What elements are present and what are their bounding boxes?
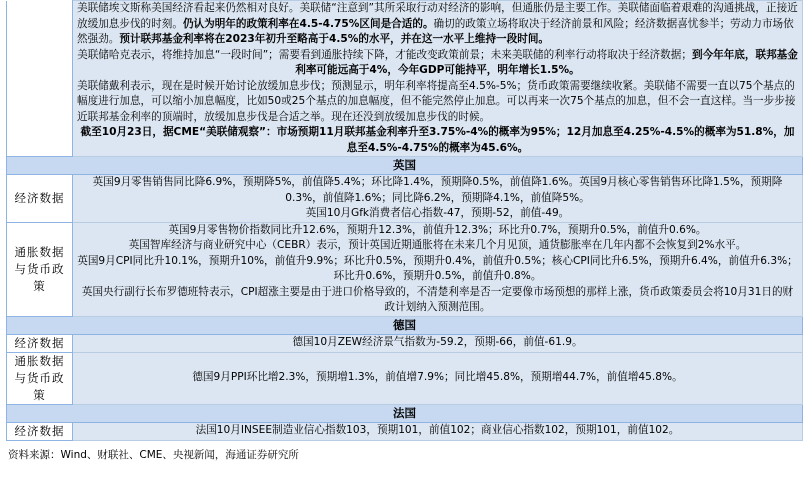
uk-inflation-row — [7, 222, 803, 316]
us-para-1 — [77, 1, 798, 48]
macro-news-table — [6, 0, 803, 441]
uk-boe-broadbent: 英国央行副行长布罗德班特表示，CPI超涨主要是由于进口价格导致的，不清楚利率是否一定要像市场预想的那样上涨，货币政策委员会将10月31日的财政计划纳入预测范围。 — [81, 285, 794, 313]
fr-econ-cell: 法国10月INSEE制造业信心指数103，预期101，前值102；商业信心指数102，预期101，前值102。 — [73, 422, 803, 440]
de-section-row — [7, 316, 803, 334]
section-title-fr: 法国 — [7, 404, 803, 422]
section-title-de: 德国 — [7, 316, 803, 334]
uk-econ-row — [7, 175, 803, 223]
uk-inflation-cell — [73, 222, 803, 316]
uk-rpi: 英国9月零售物价指数同比升12.6%，预期升12.3%，前值升12.3%；环比升0.7%，预期升0.5%，前值升0.6%。 — [168, 223, 707, 236]
row-label-inflation: 通胀数据与货币政策 — [7, 352, 73, 404]
uk-section-row — [7, 157, 803, 175]
evans-text-d: 预计联邦基金利率将在2023年初升至略高于4.5%的水平，并在这一水平上维持一段时间。 — [119, 33, 550, 45]
uk-econ-cell — [73, 175, 803, 223]
evans-text-b: 仍认为明年的政策利率在4.5-4.75%区间是合适的。 — [182, 17, 434, 30]
evans-text-c: 确切的政策立场将取决于经济前景和风险；经济数据喜忧参半；劳动力市场依然强劲。 — [77, 17, 794, 45]
harker-text-a: 美联储哈克表示，将维持加息“一段时间”；需要看到通胀持续下降，才能改变政策前景；未来美联储的利率行动将取决于经济数据； — [77, 48, 692, 61]
row-label-econ: 经济数据 — [7, 334, 73, 352]
de-econ-row — [7, 334, 803, 352]
harker-text-b: 到今年年底，联邦基金利率可能远高于4%，今年GDP可能持平，明年增长1.5%。 — [295, 48, 798, 76]
row-label-econ: 经济数据 — [7, 422, 73, 440]
section-title-uk: 英国 — [7, 157, 803, 175]
uk-cebr: 英国智库经济与商业研究中心（CEBR）表示，预计英国近期通胀将在未来几个月见顶，通货膨胀率在几年内都不会恢复到2%水平。 — [128, 239, 747, 251]
de-econ-cell: 德国10月ZEW经济景气指数为-59.2，预期-66，前值-61.9。 — [73, 334, 803, 352]
row-label-inflation: 通胀数据与货币政策 — [7, 222, 73, 316]
us-para-4-cme: 截至10月23日，据CME“美联储观察”：市场预期11月联邦基金利率升至3.75%-4%的概率为95%；12月加息至4.25%-4.5%的概率为51.8%，加息至4.5%-4.75%的概率为45.6%。 — [80, 126, 795, 154]
uk-gfk-confidence: 英国10月Gfk消费者信心指数-47，预期-52，前值-49。 — [305, 207, 570, 219]
evans-text-a: 美联储埃文斯称美国经济看起来仍然相对良好。美联储“注意到”其所采取行动对经济的影响，但通胀仍是主要工作。美联储面临着艰难的沟通挑战，正接近放缓加息步伐的时刻。 — [77, 2, 798, 30]
row-label-econ: 经济数据 — [7, 175, 73, 223]
us-para-3: 美联储戴利表示，现在是时候开始讨论放缓加息步伐；预测显示，明年利率将提高至4.5%-5%；货币政策需要继续收紧。美联储不需要一直以75个基点的幅度进行加息，可以缩小加息幅度，比如50或25个基点的加息幅度，但不能完然停止加息。可以再来一次75个基点的加息，但不会一直这样。当一步步接近联邦基金利率的顶端时，放缓加息步伐是合适之举。现在还没到放缓加息步伐的时候。 — [77, 79, 796, 123]
de-inflation-cell: 德国9月PPI环比增2.3%，预期增1.3%，前值增7.9%；同比增45.8%，预期增44.7%，前值增45.8%。 — [73, 352, 803, 404]
us-fed-cell — [73, 1, 803, 157]
us-para-2 — [77, 48, 798, 79]
us-fed-row — [7, 1, 803, 157]
us-label-cell — [7, 1, 73, 157]
fr-section-row — [7, 404, 803, 422]
uk-cpi: 英国9月CPI同比升10.1%，预期升10%，前值升9.9%；环比升0.5%，预期升0.4%，前值升0.5%；核心CPI同比升6.5%，预期升6.4%，前值升6.3%；环比升0.6%，预期升0.5%，前值升0.8%。 — [77, 254, 798, 282]
de-inflation-row — [7, 352, 803, 404]
source-note: 资料来源：Wind、财联社、CME、央视新闻，海通证券研究所 — [8, 448, 299, 461]
uk-retail-sales: 英国9月零售销售同比降6.9%，预期降5%，前值降5.4%；环比降1.4%，预期降0.5%，前值降1.6%。英国9月核心零售销售环比降1.5%，预期降0.3%，前值降1.6%；同比降6.2%，预期降4.1%，前值降5%。 — [92, 176, 783, 204]
fr-econ-row — [7, 422, 803, 440]
